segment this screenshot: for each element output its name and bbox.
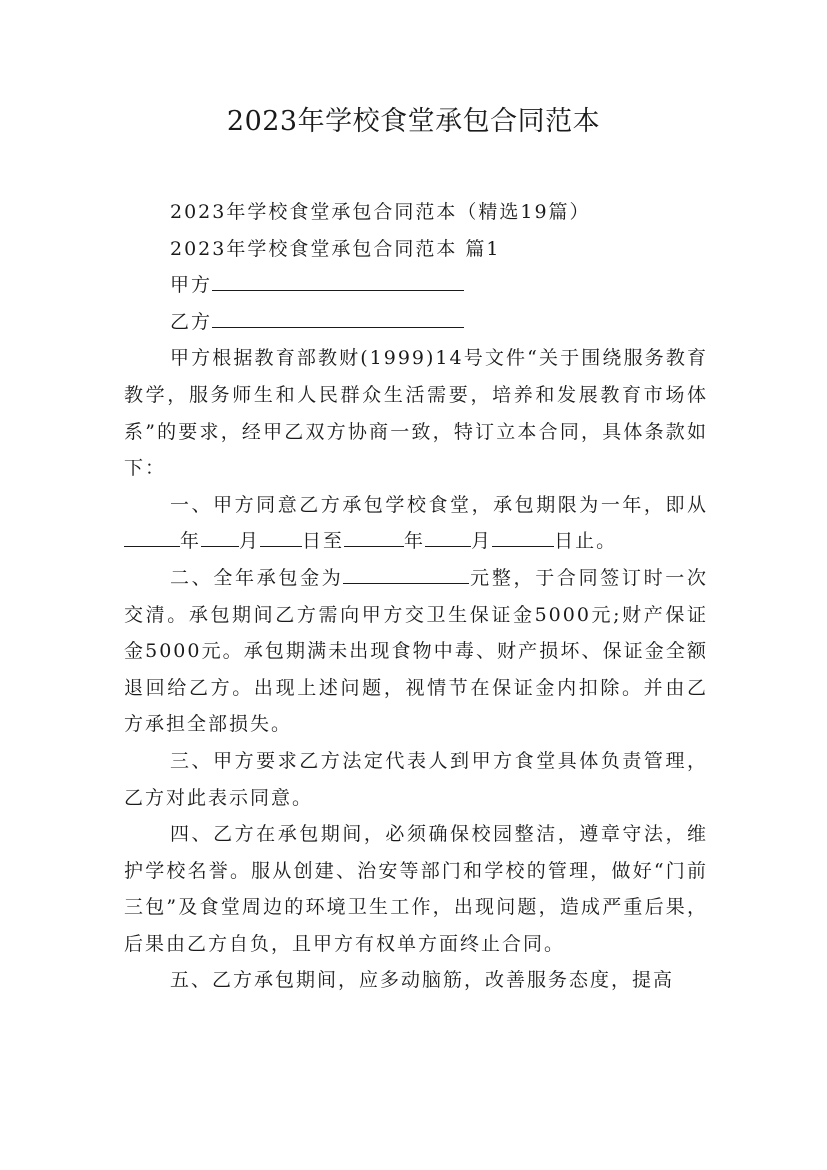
intro-paragraph: 甲方根据教育部教财(1999)14号文件“关于围绕服务教育教学，服务师生和人民群众生活需要，培养和发展教育市场体系”的要求，经甲乙双方协商一致，特订立本合同，具体条款如下： bbox=[124, 347, 708, 480]
clause-1-text: 一、甲方同意乙方承包学校食堂，承包期限为一年，即从 bbox=[170, 493, 708, 516]
start-day-blank bbox=[260, 526, 302, 547]
party-a-label: 甲方 bbox=[170, 274, 213, 297]
end-year-blank bbox=[344, 526, 404, 547]
clause-2-after: 元整，于合同签订时一次交清。承包期间乙方需向甲方交卫生保证金5000元;财产保证金5000元。承包期满未出现食物中毒、财产损坏、保证金全额退回给乙方。出现上述问题，视情节在保证金内扣除。并由乙方承担全部损失。 bbox=[124, 566, 708, 736]
party-a-blank bbox=[212, 270, 464, 291]
document-body bbox=[124, 194, 708, 999]
section-heading: 2023年学校食堂承包合同范本 篇1 bbox=[170, 237, 501, 260]
start-month-label: 月 bbox=[239, 530, 261, 553]
start-year-blank bbox=[124, 526, 180, 547]
party-b-blank bbox=[212, 307, 464, 328]
contract-fee-blank bbox=[343, 563, 469, 584]
document-title: 2023年学校食堂承包合同范本 bbox=[226, 106, 601, 137]
end-day-blank bbox=[492, 526, 554, 547]
clause-5: 五、乙方承包期间，应多动脑筋，改善服务态度，提高 bbox=[170, 969, 675, 992]
end-month-label: 月 bbox=[471, 530, 493, 553]
clause-3: 三、甲方要求乙方法定代表人到甲方食堂具体负责管理，乙方对此表示同意。 bbox=[124, 749, 708, 809]
clause-2 bbox=[124, 560, 708, 743]
start-year-label: 年 bbox=[180, 530, 202, 553]
party-b-line bbox=[124, 304, 708, 341]
party-a-line bbox=[124, 267, 708, 304]
end-month-blank bbox=[425, 526, 471, 547]
start-month-blank bbox=[201, 526, 239, 547]
end-year-label: 年 bbox=[404, 530, 426, 553]
end-day-label: 日止。 bbox=[554, 530, 618, 553]
clause-1 bbox=[124, 487, 708, 560]
clause-4: 四、乙方在承包期间，必须确保校园整洁，遵章守法，维护学校名誉。服从创建、治安等部门和学校的管理，做好“门前三包”及食堂周边的环境卫生工作，出现问题，造成严重后果，后果由乙方自负，且甲方有权单方面终止合同。 bbox=[124, 823, 708, 955]
subtitle: 2023年学校食堂承包合同范本（精选19篇） bbox=[170, 201, 591, 223]
party-b-label: 乙方 bbox=[170, 310, 213, 333]
start-day-label: 日至 bbox=[302, 530, 345, 553]
clause-2-before: 二、全年承包金为 bbox=[170, 566, 344, 589]
